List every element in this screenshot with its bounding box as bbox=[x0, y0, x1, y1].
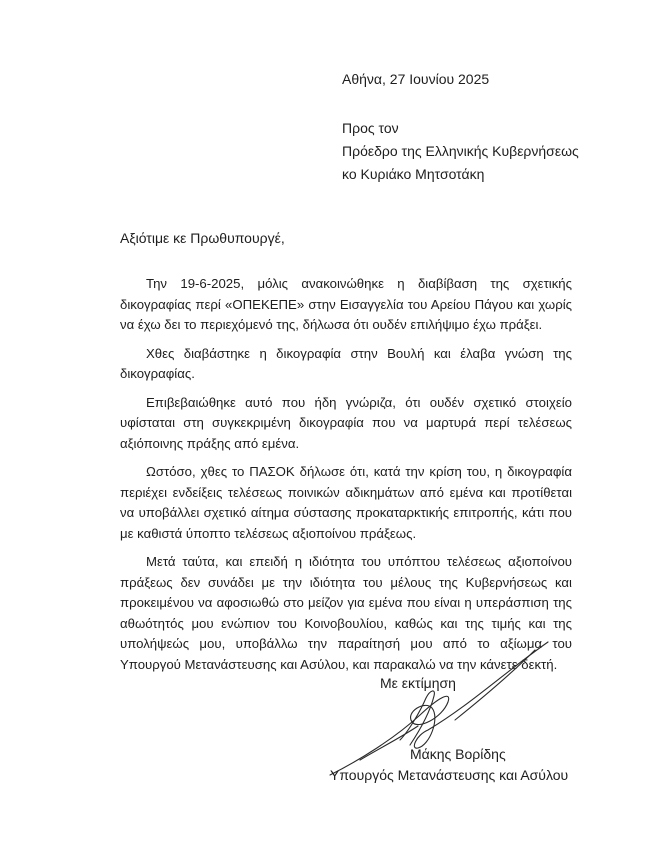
recipient-line-1: Προς τον bbox=[342, 120, 399, 136]
closing: Με εκτίμηση bbox=[380, 675, 456, 691]
recipient-line-3: κο Κυριάκο Μητσοτάκη bbox=[342, 166, 485, 182]
body-paragraph-4: Ωστόσο, χθες το ΠΑΣΟΚ δήλωσε ότι, κατά την κρίση του, η δικογραφία περιέχει ενδείξεις τελέσεως ποινικών αδικημάτων από εμένα και προτίθεται να υποβάλλει σχετικό αίτημα σύστασης προκαταρκτικής επιτροπής, κάτι που με καθιστά ύποπτο τελέσεως αξιοποίνου πράξεως. bbox=[120, 464, 572, 541]
body-paragraph-1: Την 19-6-2025, μόλις ανακοινώθηκε η διαβίβαση της σχετικής δικογραφίας περί «ΟΠΕΚΕΠΕ» στην Εισαγγελία του Αρείου Πάγου και χωρίς να έχω δει το περιεχόμενό της, δήλωσα ότι ουδέν επιλήψιμο έχω πράξει. bbox=[120, 276, 572, 332]
body-paragraph-3: Επιβεβαιώθηκε αυτό που ήδη γνώριζα, ότι ουδέν σχετικό στοιχείο υφίσταται στη συγκεκριμένη δικογραφία που να μαρτυρά περί τελέσεως αξιόποινης πράξης από εμένα. bbox=[120, 394, 572, 451]
recipient-line-2: Πρόεδρο της Ελληνικής Κυβερνήσεως bbox=[342, 143, 579, 159]
recipient-block bbox=[342, 117, 579, 186]
signer-name: Μάκης Βορίδης bbox=[410, 746, 506, 762]
letter-body bbox=[120, 274, 572, 683]
body-paragraph-5: Μετά ταύτα, και επειδή η ιδιότητα του υπόπτου τελέσεως αξιοποίνου πράξεως δεν συνάδει με την ιδιότητα του μέλους της Κυβερνήσεως και προκειμένου να αφοσιωθώ στο μείζον για εμένα που είναι η υπεράσπιση της αθωότητός μου ενώπιον του Κοινοβουλίου, καθώς και της τιμής και της υπολήψεώς μου, υποβάλλω την παραίτησή μου από το αξίωμα του Υπουργού Μετανάστευσης και Ασύλου, και παρακαλώ να την κάνετε δεκτή. bbox=[120, 554, 572, 672]
body-paragraph-2: Χθες διαβάστηκε η δικογραφία στην Βουλή και έλαβα γνώση της δικογραφίας. bbox=[120, 345, 572, 381]
salutation: Αξιότιμε κε Πρωθυπουργέ, bbox=[120, 230, 285, 246]
letter-date: Αθήνα, 27 Ιουνίου 2025 bbox=[342, 71, 490, 87]
signer-title: Υπουργός Μετανάστευσης και Ασύλου bbox=[330, 767, 569, 783]
